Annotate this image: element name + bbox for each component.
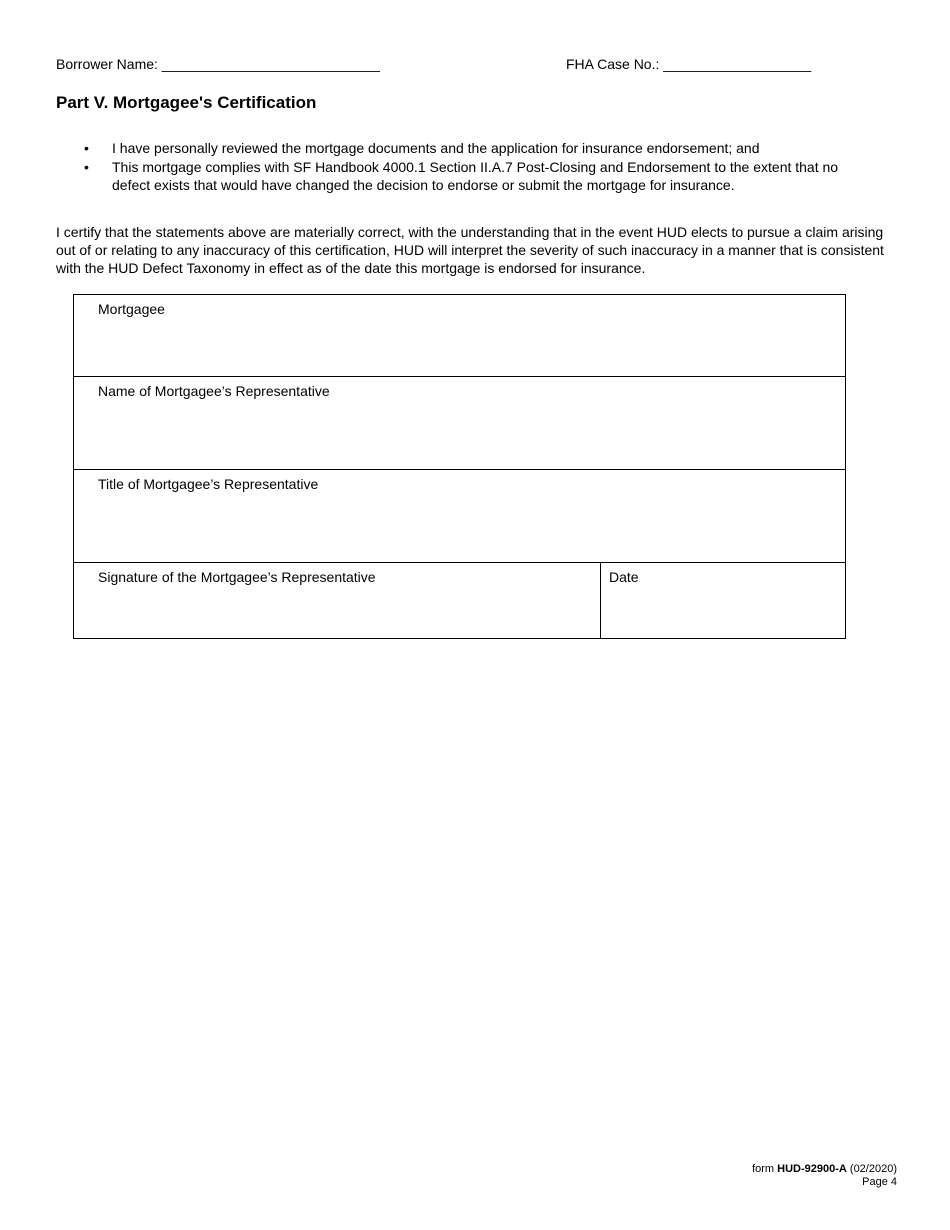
representative-name-field[interactable] [74, 377, 846, 470]
borrower-name-field: Borrower Name: ____________________________ [56, 56, 380, 72]
table-row [74, 295, 846, 377]
representative-name-label: Name of Mortgagee’s Representative [98, 383, 330, 399]
header-row [56, 56, 896, 76]
representative-title-label: Title of Mortgagee’s Representative [98, 476, 319, 492]
form-date: (02/2020) [846, 1163, 897, 1175]
bullet-text: I have personally reviewed the mortgage documents and the application for insurance endorsement; and [112, 140, 760, 156]
signature-field[interactable] [74, 563, 601, 639]
bullet-text: This mortgage complies with SF Handbook 4000.1 Section II.A.7 Post-Closing and Endorsement to the extent that no defect exists that would have changed the decision to endorse or submit the mortgage for insurance. [112, 159, 839, 193]
page-number: Page 4 [862, 1176, 897, 1188]
page-footer [752, 1163, 897, 1189]
form-prefix: form [752, 1163, 778, 1175]
table-row [74, 377, 846, 470]
list-item [56, 158, 856, 194]
mortgagee-field[interactable] [74, 295, 846, 377]
list-item [56, 139, 856, 157]
table-row [74, 470, 846, 563]
date-field[interactable] [601, 563, 846, 639]
signature-label: Signature of the Mortgagee’s Representative [98, 569, 376, 585]
form-number: HUD-92900-A [777, 1163, 847, 1175]
bullet-icon: • [84, 140, 89, 156]
mortgagee-label: Mortgagee [98, 301, 165, 317]
certification-bullet-list [56, 139, 856, 195]
mortgagee-signature-table [73, 294, 846, 639]
representative-title-field[interactable] [74, 470, 846, 563]
section-title: Part V. Mortgagee's Certification [56, 93, 317, 112]
date-label: Date [609, 569, 639, 585]
form-identifier [752, 1163, 897, 1176]
table-row [74, 563, 846, 639]
certification-statement: I certify that the statements above are materially correct, with the understanding that in the event HUD elects to pursue a claim arising out of or relating to any inaccuracy of this certification, HUD will interpret the severity of such inaccuracy in a manner that is consistent with the HUD Defect Taxonomy in effect as of the date this mortgage is endorsed for insurance. [56, 224, 884, 276]
fha-case-number-field: FHA Case No.: ___________________ [566, 56, 812, 72]
bullet-icon: • [84, 159, 89, 175]
